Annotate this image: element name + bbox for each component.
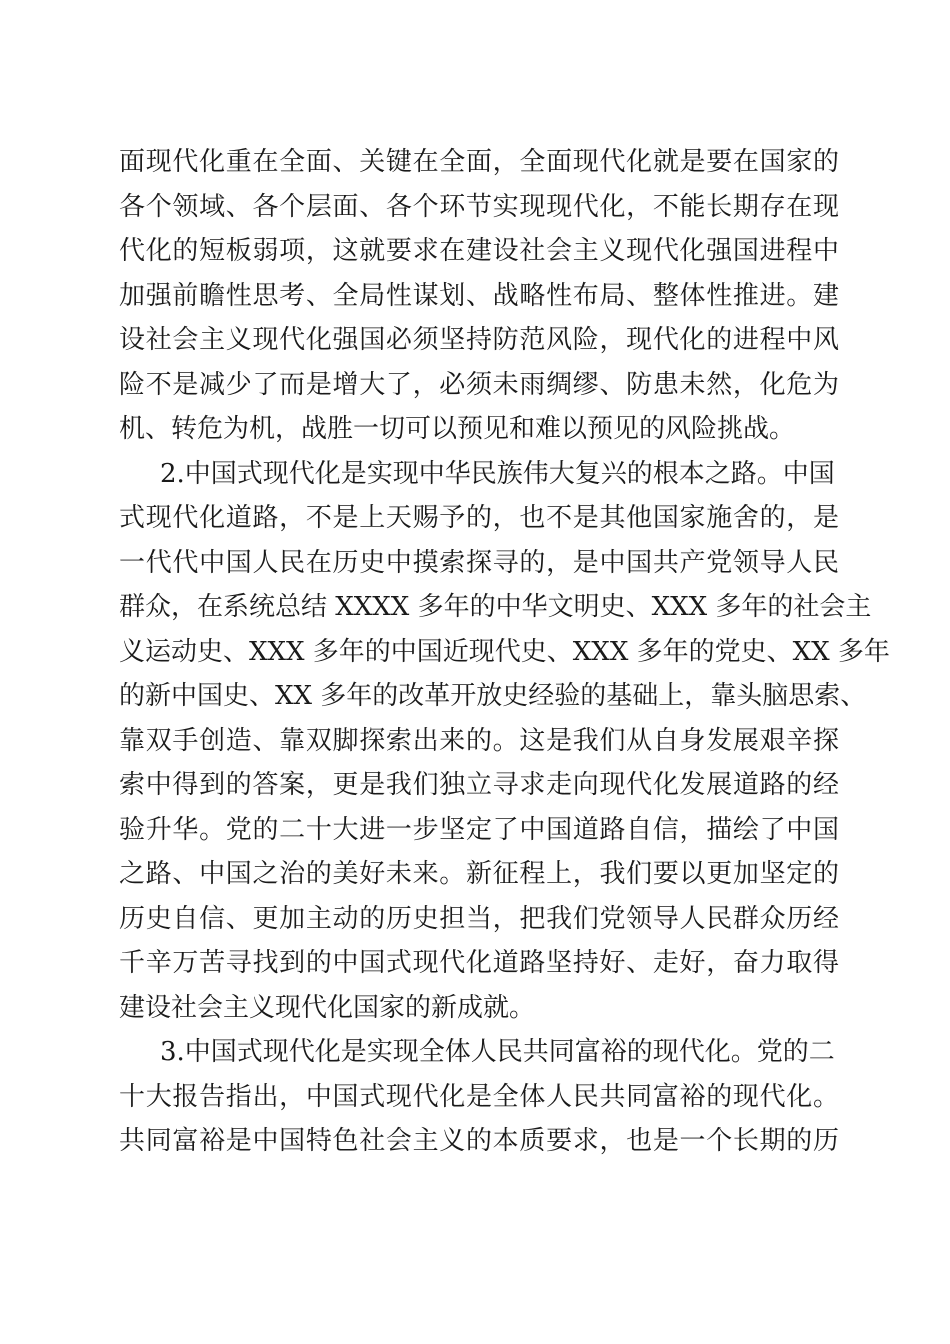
text-line: 一代代中国人民在历史中摸索探寻的，是中国共产党领导人民 — [119, 547, 839, 578]
text-line: 十大报告指出，中国式现代化是全体人民共同富裕的现代化。 — [119, 1081, 839, 1112]
text-line: 千辛万苦寻找到的中国式现代化道路坚持好、走好，奋力取得 — [119, 948, 839, 978]
text-line: 共同富裕是中国特色社会主义的本质要求，也是一个长期的历 — [119, 1126, 839, 1156]
paragraph-start-line: 2.中国式现代化是实现中华民族伟大复兴的根本之路。中国 — [160, 458, 835, 489]
text-line: 各个领域、各个层面、各个环节实现现代化，不能长期存在现 — [119, 191, 839, 222]
text-line: 群众，在系统总结 XXXX 多年的中华文明史、XXX 多年的社会主 — [119, 592, 872, 622]
text-line: 的新中国史、XX 多年的改革开放史经验的基础上，靠头脑思索、 — [119, 681, 867, 711]
text-line: 靠双手创造、靠双脚探索出来的。这是我们从自身发展艰辛探 — [119, 725, 839, 756]
text-line: 面现代化重在全面、关键在全面，全面现代化就是要在国家的 — [119, 147, 839, 177]
text-line: 机、转危为机，战胜一切可以预见和难以预见的风险挑战。 — [119, 414, 796, 444]
text-line: 险不是减少了而是增大了，必须未雨绸缪、防患未然，化危为 — [119, 369, 839, 400]
document-body — [119, 140, 890, 1164]
text-line: 索中得到的答案，更是我们独立寻求走向现代化发展道路的经 — [119, 770, 839, 800]
text-line: 验升华。党的二十大进一步坚定了中国道路自信，描绘了中国 — [119, 814, 839, 845]
text-line: 加强前瞻性思考、全局性谋划、战略性布局、整体性推进。建 — [119, 280, 839, 311]
text-line: 历史自信、更加主动的历史担当，把我们党领导人民群众历经 — [119, 903, 839, 934]
text-line: 义运动史、XXX 多年的中国近现代史、XXX 多年的党史、XX 多年 — [119, 636, 890, 667]
text-line: 设社会主义现代化强国必须坚持防范风险，现代化的进程中风 — [119, 325, 839, 355]
text-line: 之路、中国之治的美好未来。新征程上，我们要以更加坚定的 — [119, 859, 839, 889]
paragraph-start-line: 3.中国式现代化是实现全体人民共同富裕的现代化。党的二 — [160, 1037, 835, 1067]
text-line: 式现代化道路，不是上天赐予的，也不是其他国家施舍的，是 — [119, 503, 839, 533]
text-line: 建设社会主义现代化国家的新成就。 — [119, 992, 536, 1023]
text-line: 代化的短板弱项，这就要求在建设社会主义现代化强国进程中 — [119, 236, 839, 266]
